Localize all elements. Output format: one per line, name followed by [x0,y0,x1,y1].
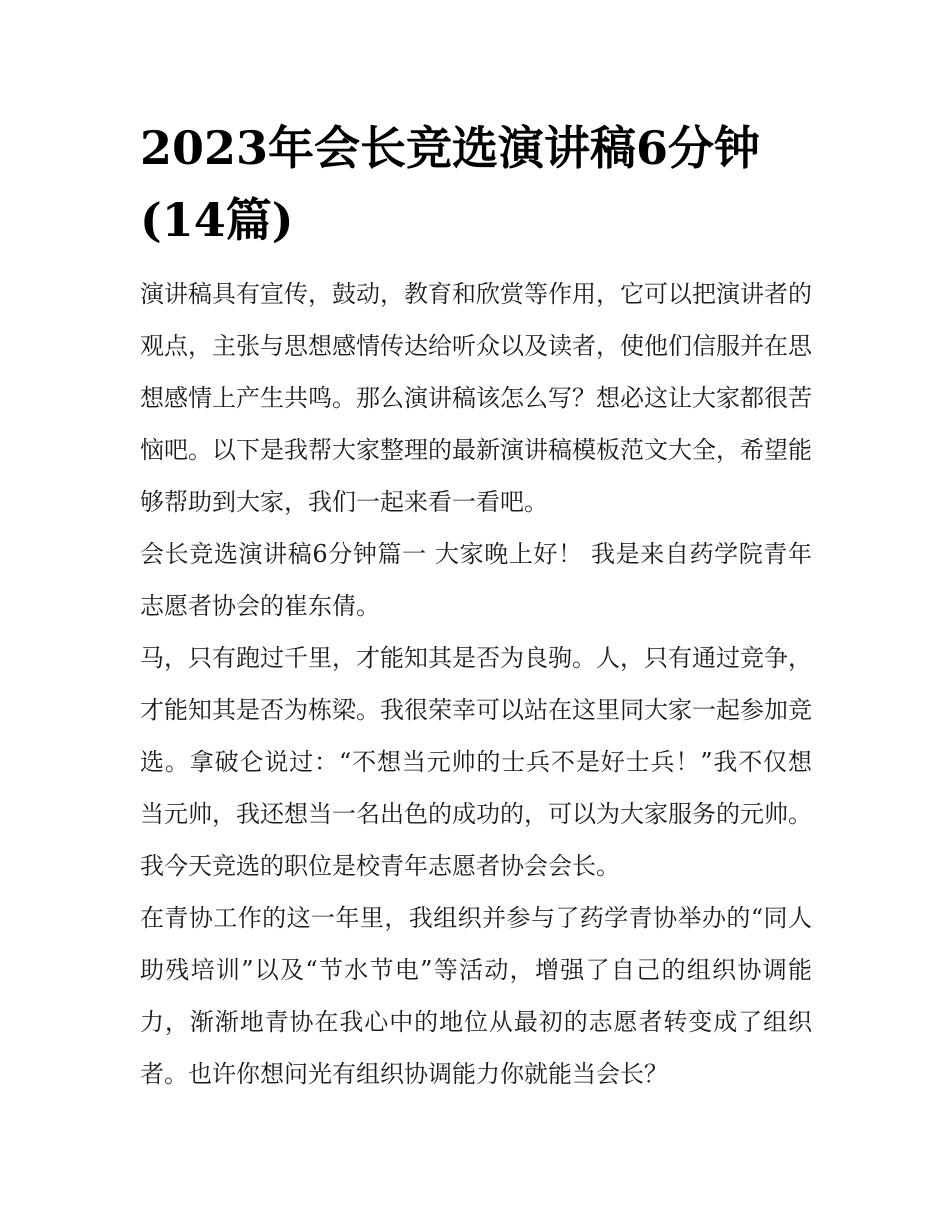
intro-paragraph: 演讲稿具有宣传，鼓动，教育和欣赏等作用，它可以把演讲者的观点，主张与思想感情传达给听众以及读者，使他们信服并在思想感情上产生共鸣。那么演讲稿该怎么写？想必这让大家都很苦恼吧。以下是我帮大家整理的最新演讲稿模板范文大全，希望能够帮助到大家，我们一起来看一看吧。 [140,280,812,516]
section-one-opening-paragraph: 会长竞选演讲稿6分钟篇一 大家晚上好！ 我是来自药学院青年志愿者协会的崔东倩。 [140,540,812,620]
competition-paragraph: 马，只有跑过千里，才能知其是否为良驹。人，只有通过竞争，才能知其是否为栋梁。我很荣幸可以站在这里同大家一起参加竞选。拿破仑说过：“不想当元帅的士兵不是好士兵！”我不仅想当元帅，我还想当一名出色的成功的，可以为大家服务的元帅。我今天竞选的职位是校青年志愿者协会会长。 [140,644,812,880]
document-title: 2023年会长竞选演讲稿6分钟(14篇) [140,121,761,247]
experience-paragraph: 在青协工作的这一年里，我组织并参与了药学青协举办的“同人助残培训”以及“节水节电”等活动，增强了自己的组织协调能力，渐渐地青协在我心中的地位从最初的志愿者转变成了组织者。也许你想问光有组织协调能力你就能当会长？ [140,904,812,1088]
document-body [140,112,812,1100]
